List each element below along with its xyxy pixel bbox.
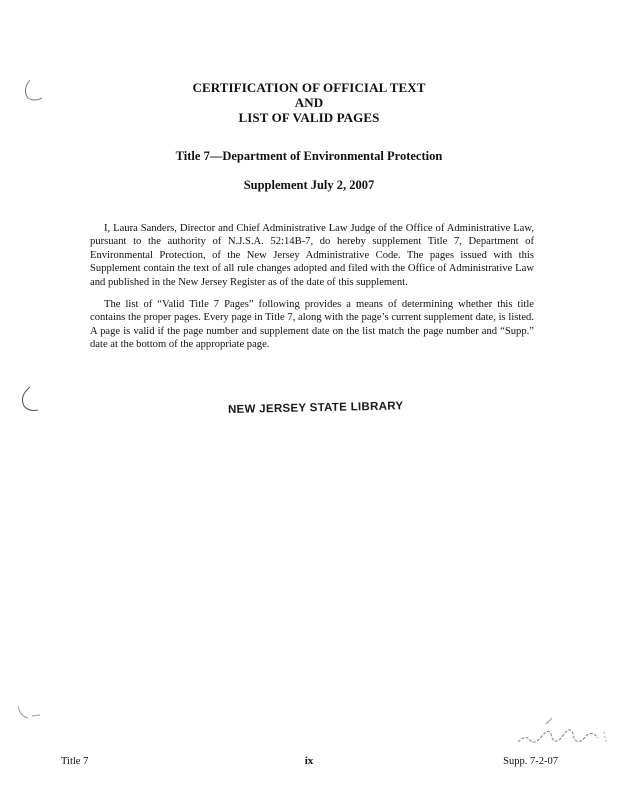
supplement-heading: Supplement July 2, 2007 [243,178,375,192]
punch-hole-mark-icon [16,384,44,416]
certification-paragraph: I, Laura Sanders, Director and Chief Administrative Law Judge of the Office of Administrative Law, pursuant to the authority of N.J.S.A. 52:14B-7, do hereby supplement Title 7, Department of Environmental Protection, of the New Jersey Administrative Code. The pages issued with this Supplement contain the text of all rule changes adopted and filed with the Office of Administrative Law and published in the New Jersey Register as of the date of this supplement. [90,222,534,288]
page-number: ix [304,755,314,767]
page-title-line-2: AND [294,95,324,110]
footer-title: Title 7 [61,756,89,767]
page-title-line-1: CERTIFICATION OF OFFICIAL TEXT [192,80,426,95]
library-stamp: NEW JERSEY STATE LIBRARY [227,400,404,416]
punch-hole-mark-icon [14,704,44,726]
valid-pages-paragraph: The list of “Valid Title 7 Pages” following provides a means of determining whether this title contains the proper pages. Every page in Title 7, along with the page’s current supplement date, is listed. A page is valid if the page number and supplement date on the list match the page number and “Supp.” date at the bottom of the appropriate page. [90,298,534,351]
footer-supplement-date: Supp. 7-2-07 [503,756,558,767]
title-heading: Title 7—Department of Environmental Protection [175,149,443,163]
page-title-line-3: LIST OF VALID PAGES [238,110,380,125]
punch-hole-mark-icon [18,76,48,106]
handwritten-scribble-icon [512,716,612,756]
